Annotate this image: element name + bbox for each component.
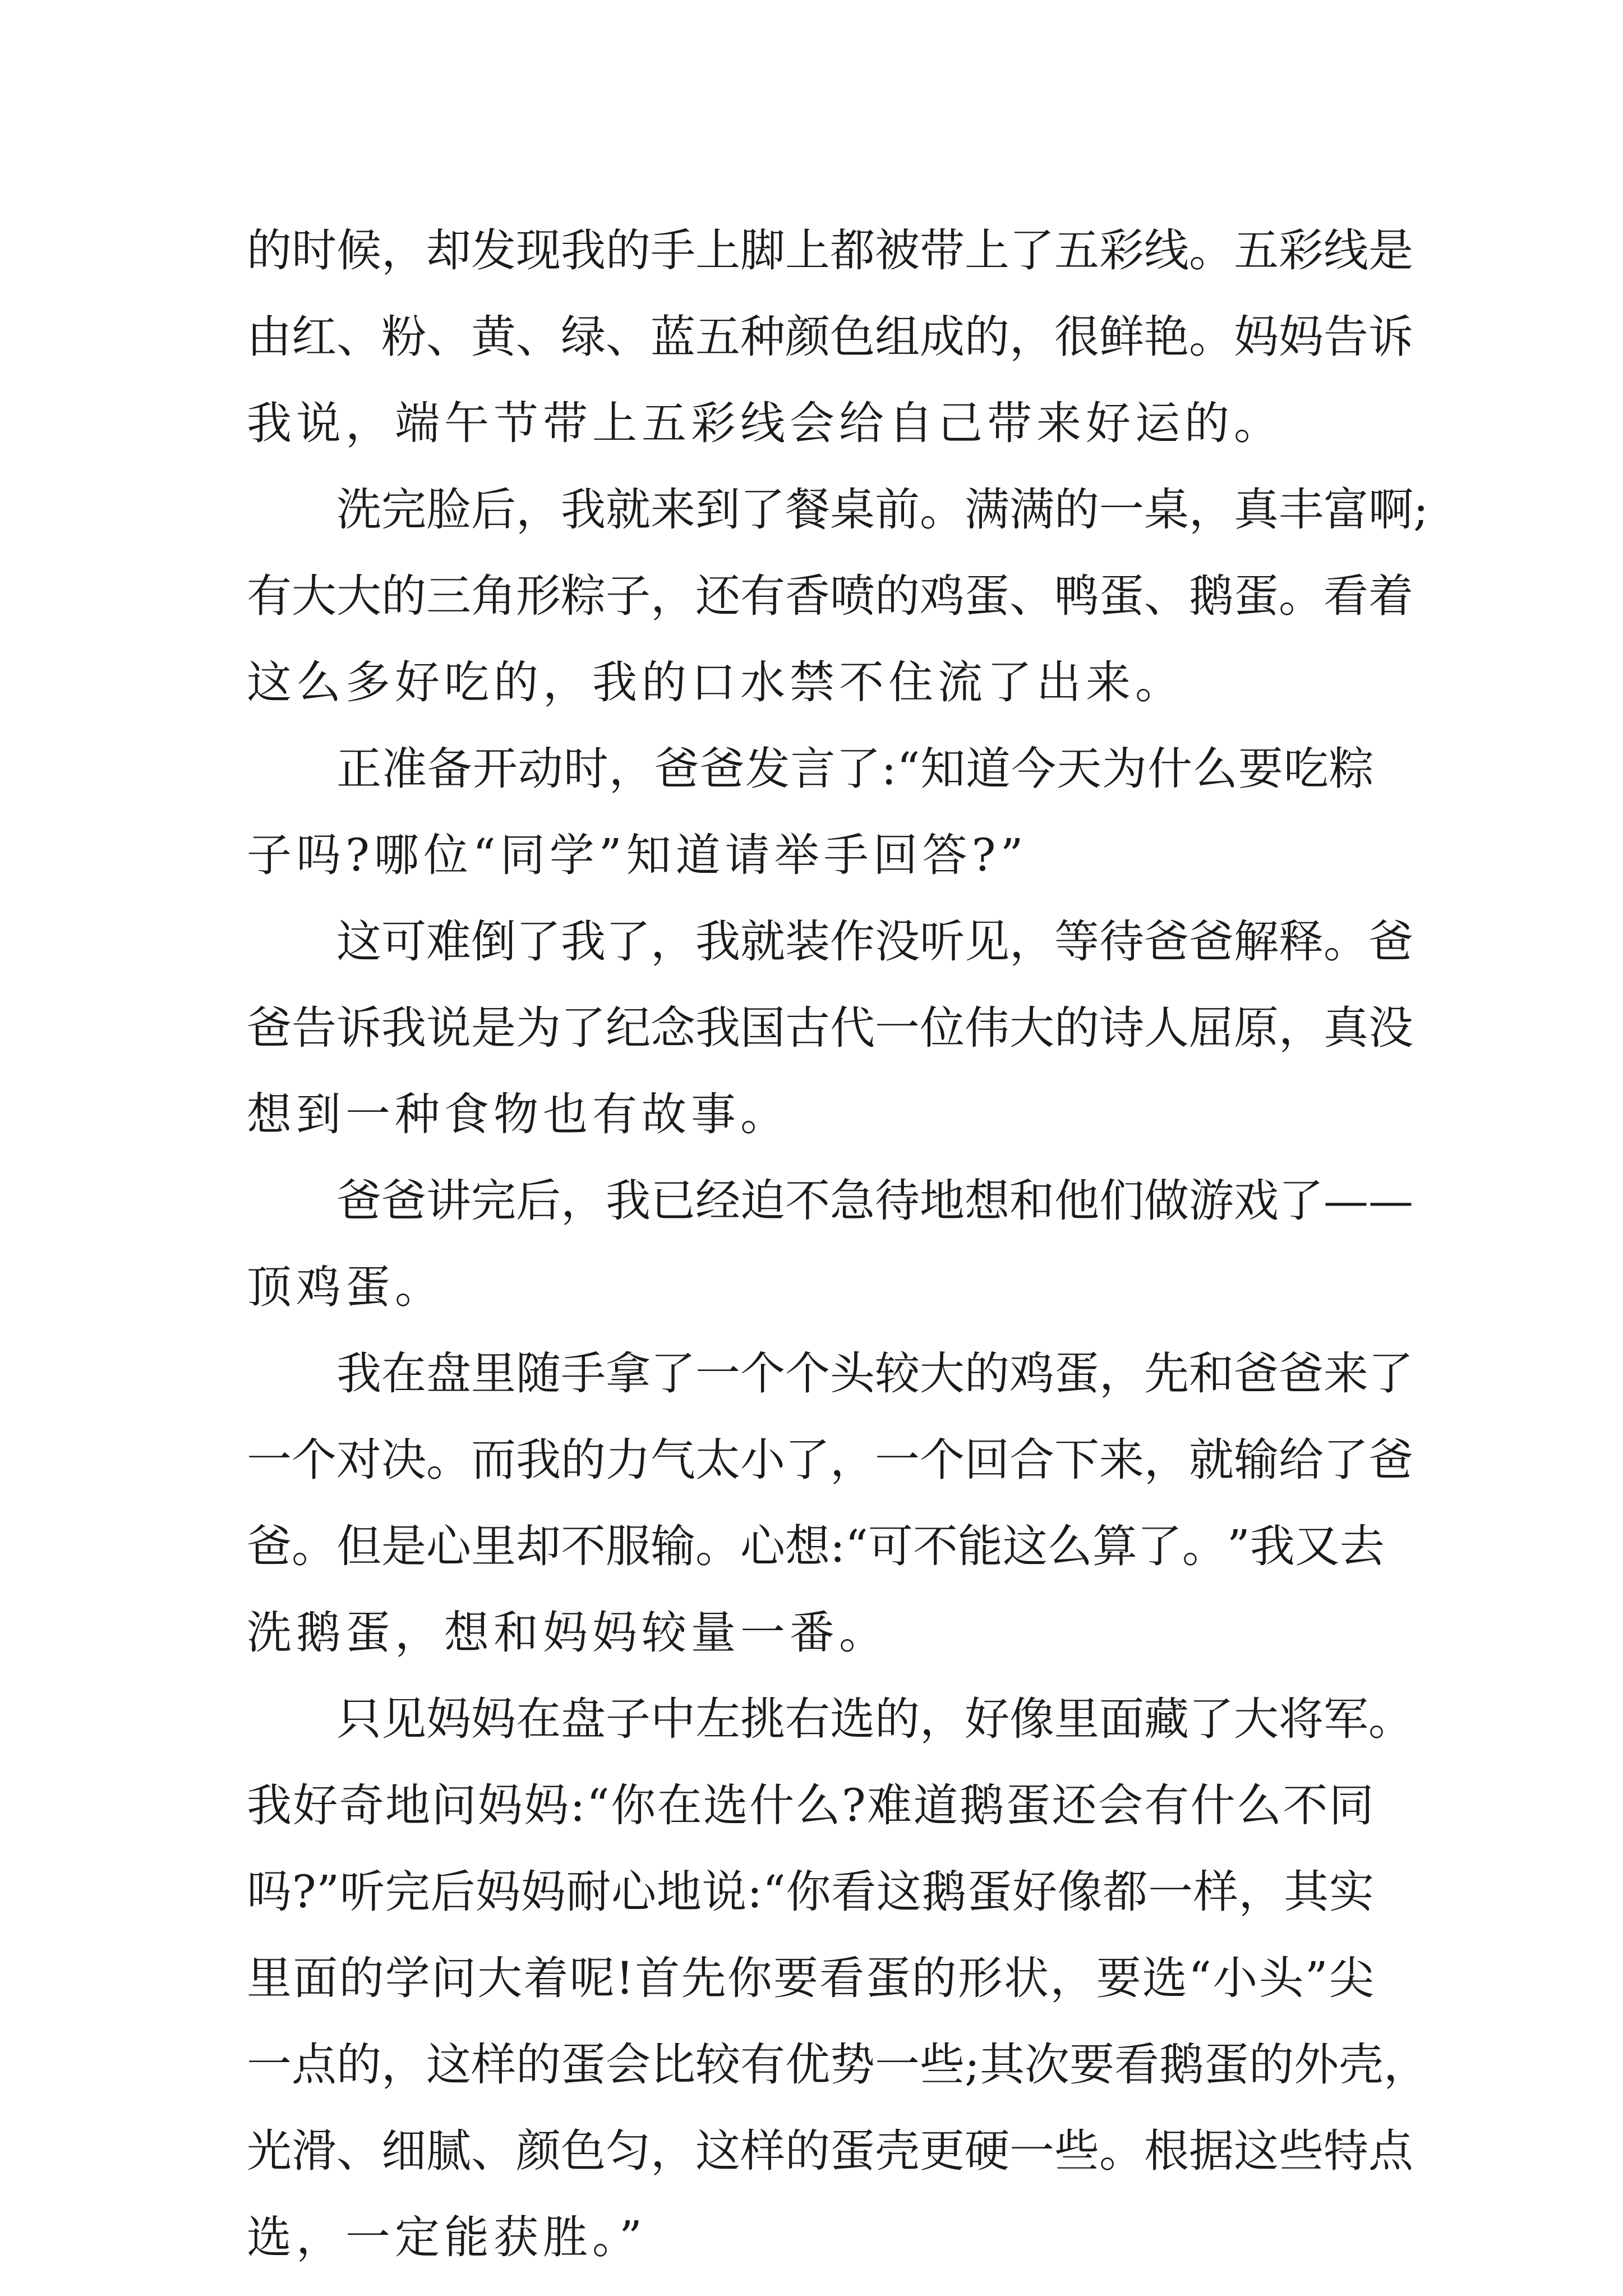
document-body: [247, 208, 1428, 2281]
text-line: 爸 。 但 是 心 里 却 不 服 输 。 心 想 : “ 可 不 能 这 么 算 了 。 ” 我 又 去: [247, 1520, 1385, 1572]
text-line: 这 可 难 倒 了 我 了 ， 我 就 装 作 没 听 见 ， 等 待 爸 爸 解 释 。 爸: [336, 915, 1413, 968]
text-line: 想到一种食物也有故事。: [247, 1088, 790, 1140]
text-line: 吗 ? ” 听 完 后 妈 妈 耐 心 地 说 : “ 你 看 这 鹅 蛋 好 像 都 一 样 ， 其 实: [247, 1866, 1374, 1918]
text-line: 子吗?哪位“同学”知道请举手回答?”: [247, 829, 1028, 881]
text-line: 只 见 妈 妈 在 盘 子 中 左 挑 右 选 的 ， 好 像 里 面 藏 了 大 将 军 。: [336, 1693, 1413, 1745]
text-line: 一 点 的 ， 这 样 的 蛋 会 比 较 有 优 势 一 些 ; 其 次 要 看 鹅 蛋 的 外 壳 ，: [247, 2039, 1428, 2091]
text-line: 正 准 备 开 动 时 ， 爸 爸 发 言 了 : “ 知 道 今 天 为 什 么 要 吃 粽: [336, 743, 1374, 795]
text-line: 的 时 候 ， 却 发 现 我 的 手 上 脚 上 都 被 带 上 了 五 彩 线 。 五 彩 线 是: [247, 224, 1413, 277]
text-line: 洗鹅蛋，想和妈妈较量一番。: [247, 1607, 888, 1659]
text-line: 我说，端午节带上五彩线会给自己带来好运的。: [247, 397, 1283, 449]
text-line: 我 在 盘 里 随 手 拿 了 一 个 个 头 较 大 的 鸡 蛋 ， 先 和 爸 爸 来 了: [336, 1347, 1413, 1400]
text-line: 这么多好吃的，我的口水禁不住流了出来。: [247, 656, 1184, 708]
text-line: 里 面 的 学 问 大 着 呢 ! 首 先 你 要 看 蛋 的 形 状 ， 要 选 “ 小 头 ” 尖: [247, 1952, 1374, 2004]
text-line: 有 大 大 的 三 角 形 粽 子 ， 还 有 香 喷 的 鸡 蛋 、 鸭 蛋 、 鹅 蛋 。 看 着: [247, 570, 1413, 622]
text-line: 顶鸡蛋。: [247, 1261, 444, 1313]
text-line: 爸 爸 讲 完 后 ， 我 已 经 迫 不 急 待 地 想 和 他 们 做 游 戏 了 — —: [336, 1175, 1413, 1227]
text-line: 爸 告 诉 我 说 是 为 了 纪 念 我 国 古 代 一 位 伟 大 的 诗 人 屈 原 ， 真 没: [247, 1002, 1413, 1054]
text-line: 选，一定能获胜。”: [247, 2211, 647, 2263]
text-line: 光 滑 、 细 腻 、 颜 色 匀 ， 这 样 的 蛋 壳 更 硬 一 些 。 根 据 这 些 特 点: [247, 2125, 1413, 2177]
text-line: 一 个 对 决 。 而 我 的 力 气 太 小 了 ， 一 个 回 合 下 来 ， 就 输 给 了 爸: [247, 1434, 1413, 1486]
text-line: 洗 完 脸 后 ， 我 就 来 到 了 餐 桌 前 。 满 满 的 一 桌 ， 真 丰 富 啊 ;: [336, 484, 1428, 536]
text-line: 由 红 、 粉 、 黄 、 绿 、 蓝 五 种 颜 色 组 成 的 ， 很 鲜 艳 。 妈 妈 告 诉: [247, 311, 1413, 363]
text-line: 我 好 奇 地 问 妈 妈 : “ 你 在 选 什 么 ? 难 道 鹅 蛋 还 会 有 什 么 不 同: [247, 1779, 1374, 1832]
